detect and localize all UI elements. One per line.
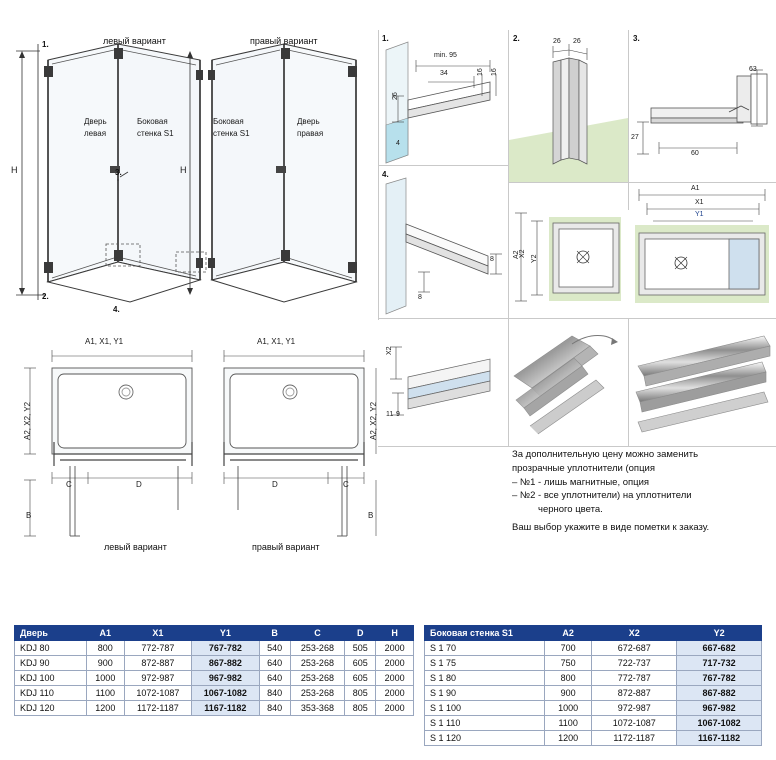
column-header-d: D bbox=[345, 626, 376, 641]
note-line-1: За дополнительную цену можно заменить bbox=[512, 449, 699, 460]
table-cell: 767-782 bbox=[192, 641, 259, 656]
table-cell: S 1 120 bbox=[425, 731, 545, 746]
table-cell: 605 bbox=[345, 656, 376, 671]
plan-dim-top-left: A1, X1, Y1 bbox=[85, 337, 124, 346]
table-cell: 253-268 bbox=[290, 656, 344, 671]
plan-mark-d-left: D bbox=[136, 480, 142, 489]
panel-6-dim-y1: Y1 bbox=[695, 211, 704, 218]
side-wall-right-label-1: Боковая bbox=[213, 117, 244, 126]
column-header-x1: X1 bbox=[124, 626, 191, 641]
height-label-right: H bbox=[180, 165, 187, 175]
table-cell: S 1 70 bbox=[425, 641, 545, 656]
table-row bbox=[425, 686, 762, 701]
panel-3-dim-60: 60 bbox=[691, 150, 699, 157]
panel-2-dim-26b: 26 bbox=[573, 38, 581, 45]
door-right-label-1: Дверь bbox=[297, 117, 320, 126]
table-cell: 640 bbox=[259, 671, 290, 686]
panel-divider-v6 bbox=[508, 318, 509, 446]
table-cell: KDJ 90 bbox=[15, 656, 87, 671]
column-header-a2: A2 bbox=[545, 626, 592, 641]
note-line-3: – №1 - лишь магнитные, опция bbox=[512, 476, 650, 488]
table-cell: 2000 bbox=[376, 641, 414, 656]
table-cell: 1167-1182 bbox=[677, 731, 762, 746]
table-cell: 1000 bbox=[87, 671, 125, 686]
door-left-label-2: левая bbox=[84, 129, 107, 138]
callout-4: 4. bbox=[113, 305, 120, 314]
table-cell: 1000 bbox=[545, 701, 592, 716]
seal-left-svg bbox=[512, 330, 624, 440]
panel-5-dim-a2: A2 bbox=[513, 250, 520, 259]
detail-panel-2 bbox=[509, 30, 628, 182]
panel-4-number: 4. bbox=[382, 170, 389, 179]
table-cell: 667-682 bbox=[677, 641, 762, 656]
table-cell: 867-882 bbox=[192, 656, 259, 671]
table-cell: 2000 bbox=[376, 671, 414, 686]
callout-2: 2. bbox=[42, 292, 49, 301]
table-row bbox=[15, 656, 414, 671]
side-wall-left-label-1: Боковая bbox=[137, 117, 168, 126]
panel-divider-h4 bbox=[378, 446, 776, 447]
panel-3-dim-63: 63 bbox=[749, 66, 757, 73]
panel-7-dim-11: 11 bbox=[386, 411, 394, 418]
panel-1-dim-16b: 16 bbox=[491, 68, 498, 76]
table-row bbox=[425, 716, 762, 731]
table-cell: 1200 bbox=[545, 731, 592, 746]
plan-caption-right: правый вариант bbox=[252, 542, 320, 552]
table-cell: 253-268 bbox=[290, 686, 344, 701]
table-cell: 1072-1087 bbox=[124, 686, 191, 701]
side-wall-left-label-2: стенка S1 bbox=[137, 129, 174, 138]
table-row bbox=[425, 671, 762, 686]
panel-3-svg bbox=[629, 30, 776, 182]
table-cell: KDJ 110 bbox=[15, 686, 87, 701]
table-cell: 1172-1187 bbox=[592, 731, 677, 746]
table-cell: 1067-1082 bbox=[677, 716, 762, 731]
table-cell: 872-887 bbox=[592, 686, 677, 701]
table-cell: 640 bbox=[259, 656, 290, 671]
height-label-left: H bbox=[11, 165, 18, 175]
table-cell: 605 bbox=[345, 671, 376, 686]
panel-3-number: 3. bbox=[633, 34, 640, 43]
panel-2-svg bbox=[509, 30, 628, 182]
column-header-a1: A1 bbox=[87, 626, 125, 641]
panel-1-dim-34: 34 bbox=[440, 70, 448, 77]
table-cell: 1200 bbox=[87, 701, 125, 716]
door-left-label-1: Дверь bbox=[84, 117, 107, 126]
plan-view-svg bbox=[0, 330, 378, 570]
note-line-4: – №2 - все уплотнители) на уплотнители bbox=[512, 490, 692, 502]
table-cell: 1172-1187 bbox=[124, 701, 191, 716]
door-table-header-row bbox=[15, 626, 414, 641]
panel-divider-v5 bbox=[628, 318, 629, 446]
table-cell: 353-368 bbox=[290, 701, 344, 716]
table-cell: 717-732 bbox=[677, 656, 762, 671]
table-cell: S 1 80 bbox=[425, 671, 545, 686]
note-line-2: прозрачные уплотнители (опция bbox=[512, 462, 655, 474]
side-table-header-row bbox=[425, 626, 762, 641]
plan-mark-c-left: C bbox=[66, 480, 72, 489]
detail-panel-3 bbox=[629, 30, 776, 182]
column-header-x2: X2 bbox=[592, 626, 677, 641]
table-cell: S 1 100 bbox=[425, 701, 545, 716]
detail-panel-1 bbox=[378, 30, 508, 165]
panel-7-dim-x2: X2 bbox=[386, 346, 393, 355]
table-row bbox=[15, 671, 414, 686]
table-cell: 840 bbox=[259, 686, 290, 701]
plan-mark-b-right: B bbox=[368, 511, 374, 520]
panel-4-svg bbox=[378, 166, 508, 318]
note-line-5: черного цвета. bbox=[538, 504, 603, 516]
table-cell: 505 bbox=[345, 641, 376, 656]
seal-right-svg bbox=[632, 330, 772, 440]
table-cell: 253-268 bbox=[290, 641, 344, 656]
table-cell: 805 bbox=[345, 686, 376, 701]
table-cell: 2000 bbox=[376, 656, 414, 671]
seal-photo-right bbox=[632, 330, 772, 440]
table-row bbox=[425, 641, 762, 656]
detail-panel-5 bbox=[509, 183, 628, 318]
door-right-label-2: правая bbox=[297, 129, 324, 138]
table-cell: 867-882 bbox=[677, 686, 762, 701]
column-header-h: H bbox=[376, 626, 414, 641]
table-cell: 700 bbox=[545, 641, 592, 656]
table-cell: 2000 bbox=[376, 686, 414, 701]
detail-panel-6 bbox=[629, 183, 776, 318]
table-cell: 2000 bbox=[376, 701, 414, 716]
table-cell: 972-987 bbox=[124, 671, 191, 686]
panel-5-dim-y2: Y2 bbox=[531, 254, 538, 263]
panel-1-number: 1. bbox=[382, 34, 389, 43]
table-cell: 805 bbox=[345, 701, 376, 716]
table-cell: 900 bbox=[87, 656, 125, 671]
panel-7-svg bbox=[378, 319, 508, 446]
column-header-y1: Y1 bbox=[192, 626, 259, 641]
table-cell: KDJ 120 bbox=[15, 701, 87, 716]
table-cell: 772-787 bbox=[592, 671, 677, 686]
panel-1-dim-4: 4 bbox=[396, 140, 400, 147]
table-cell: 967-982 bbox=[677, 701, 762, 716]
plan-dim-right-vert: A2, X2, Y2 bbox=[369, 401, 378, 440]
plan-mark-d-right: D bbox=[272, 480, 278, 489]
table-cell: 800 bbox=[545, 671, 592, 686]
right-variant-title: правый вариант bbox=[250, 36, 318, 46]
table-cell: 967-982 bbox=[192, 671, 259, 686]
detail-panel-4 bbox=[378, 166, 508, 318]
left-variant-title: левый вариант bbox=[103, 36, 166, 46]
panel-1-dim-26: 26 bbox=[392, 92, 399, 100]
panel-1-dim-16a: 16 bbox=[477, 68, 484, 76]
panel-7-dim-9: 9 bbox=[396, 411, 400, 418]
column-header-b: B bbox=[259, 626, 290, 641]
enclosure-3d-svg bbox=[0, 0, 376, 320]
plan-caption-left: левый вариант bbox=[104, 542, 167, 552]
table-cell: S 1 110 bbox=[425, 716, 545, 731]
table-cell: 1100 bbox=[545, 716, 592, 731]
table-cell: 767-782 bbox=[677, 671, 762, 686]
panel-6-dim-a1: A1 bbox=[691, 185, 700, 192]
table-cell: S 1 90 bbox=[425, 686, 545, 701]
panel-3-dim-27: 27 bbox=[631, 134, 639, 141]
plan-mark-c-right: C bbox=[343, 480, 349, 489]
seal-photo-left bbox=[512, 330, 624, 440]
column-header--s1: Боковая стенка S1 bbox=[425, 626, 545, 641]
table-cell: 772-787 bbox=[124, 641, 191, 656]
note-line-6: Ваш выбор укажите в виде пометки к заказу. bbox=[512, 521, 710, 533]
callout-1: 1. bbox=[42, 40, 49, 49]
table-cell: 540 bbox=[259, 641, 290, 656]
table-cell: 1072-1087 bbox=[592, 716, 677, 731]
table-cell: 972-987 bbox=[592, 701, 677, 716]
table-cell: 1100 bbox=[87, 686, 125, 701]
table-cell: 722-737 bbox=[592, 656, 677, 671]
table-cell: 1067-1082 bbox=[192, 686, 259, 701]
plan-mark-b-left: B bbox=[26, 511, 32, 520]
table-cell: 900 bbox=[545, 686, 592, 701]
panel-4-dim-8a: 8 bbox=[490, 256, 494, 263]
side-wall-spec-table bbox=[424, 625, 762, 746]
panel-1-dim-min95: min. 95 bbox=[434, 52, 457, 59]
table-cell: KDJ 100 bbox=[15, 671, 87, 686]
callout-3: 3. bbox=[115, 168, 122, 177]
panel-4-dim-8b: 8 bbox=[418, 294, 422, 301]
panel-6-dim-x1: X1 bbox=[695, 199, 704, 206]
table-row bbox=[15, 641, 414, 656]
table-cell: 1167-1182 bbox=[192, 701, 259, 716]
detail-panel-7 bbox=[378, 319, 508, 446]
table-cell: KDJ 80 bbox=[15, 641, 87, 656]
table-row bbox=[425, 656, 762, 671]
table-cell: 253-268 bbox=[290, 671, 344, 686]
table-row bbox=[15, 686, 414, 701]
plan-view-diagram bbox=[0, 330, 378, 570]
panel-5-dim-x2: X2 bbox=[519, 249, 526, 258]
panel-2-number: 2. bbox=[513, 34, 520, 43]
panel-2-dim-26a: 26 bbox=[553, 38, 561, 45]
table-cell: 872-887 bbox=[124, 656, 191, 671]
side-wall-right-label-2: стенка S1 bbox=[213, 129, 250, 138]
table-row bbox=[425, 731, 762, 746]
table-row bbox=[425, 701, 762, 716]
enclosure-3d-diagram bbox=[0, 0, 376, 320]
table-cell: 750 bbox=[545, 656, 592, 671]
table-cell: 840 bbox=[259, 701, 290, 716]
table-row bbox=[15, 701, 414, 716]
seal-option-note bbox=[512, 448, 770, 535]
table-cell: 672-687 bbox=[592, 641, 677, 656]
plan-dim-left-vert: A2, X2, Y2 bbox=[23, 401, 32, 440]
panel-5-svg bbox=[509, 183, 628, 318]
table-cell: S 1 75 bbox=[425, 656, 545, 671]
door-spec-table bbox=[14, 625, 414, 716]
plan-dim-top-right: A1, X1, Y1 bbox=[257, 337, 296, 346]
column-header--: Дверь bbox=[15, 626, 87, 641]
column-header-y2: Y2 bbox=[677, 626, 762, 641]
column-header-c: C bbox=[290, 626, 344, 641]
table-cell: 800 bbox=[87, 641, 125, 656]
